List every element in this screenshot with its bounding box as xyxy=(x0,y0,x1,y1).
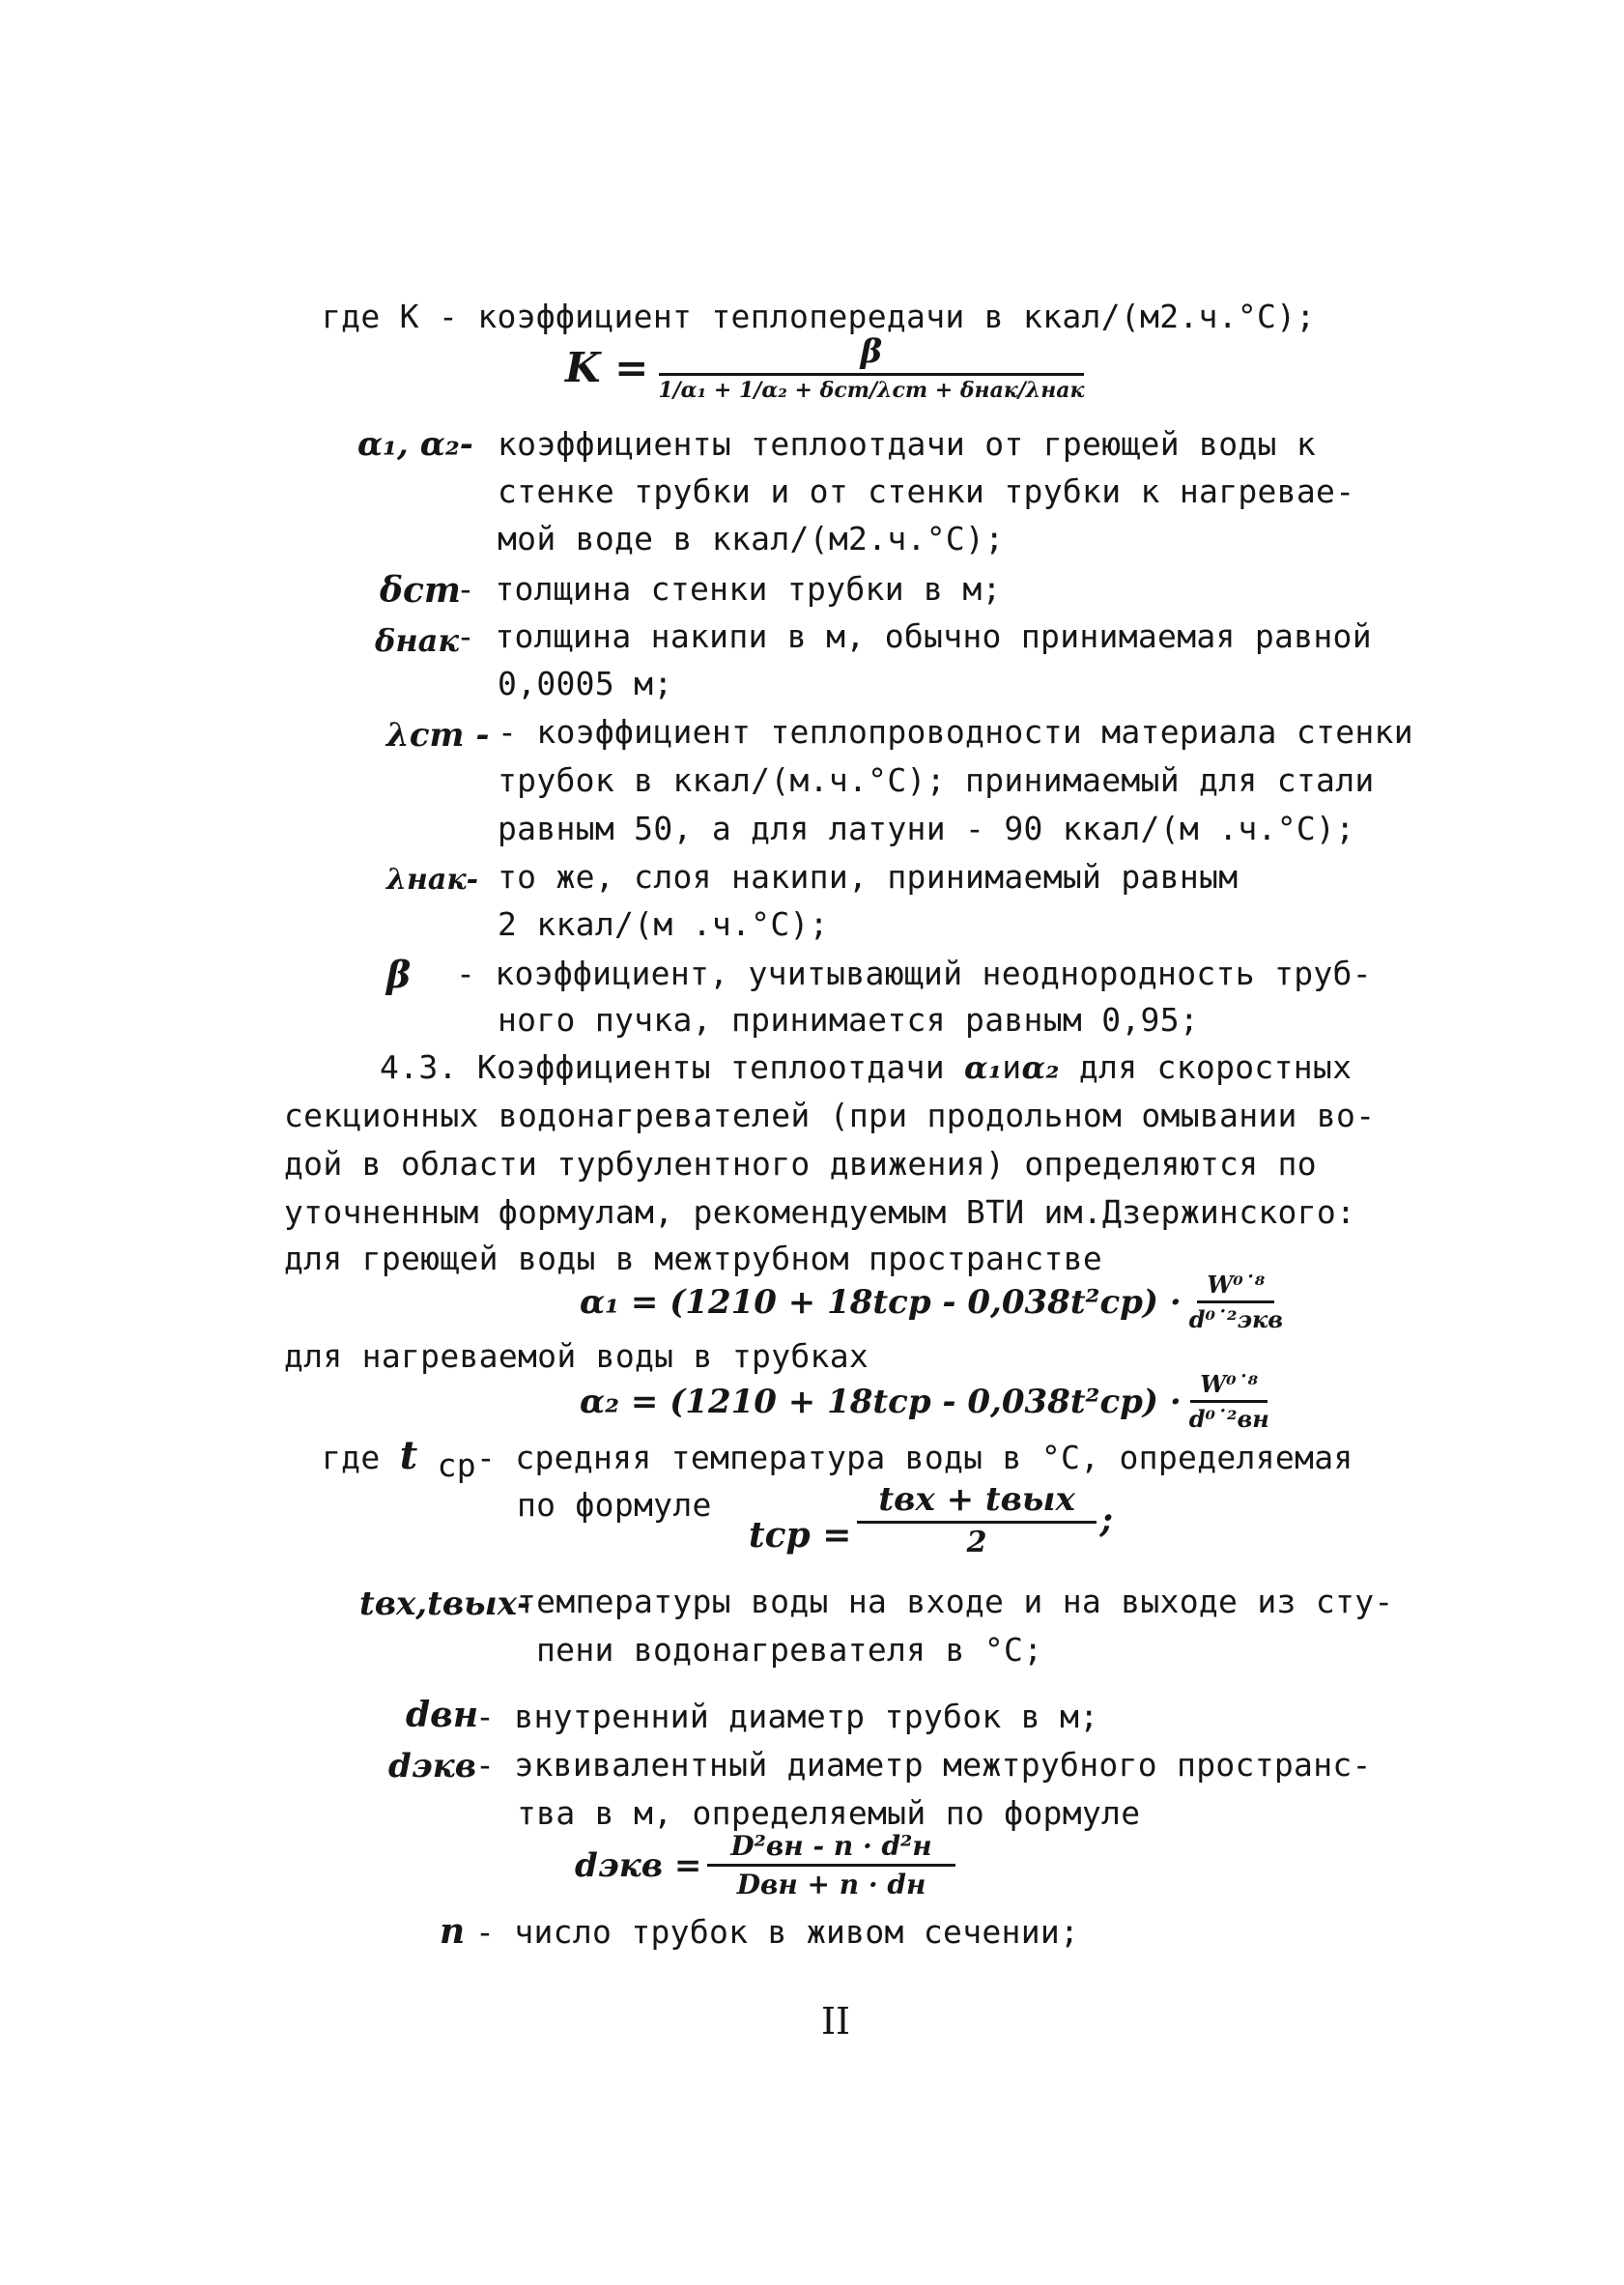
t-cp-subscript: ср xyxy=(437,1446,476,1484)
formula-k-numerator: β xyxy=(659,332,1084,376)
text-line-p20: для нагреваемой воды в трубках xyxy=(284,1337,869,1375)
formula-alpha1-denominator: d⁰˙²экв xyxy=(1188,1305,1283,1333)
t-cp-definition: - средняя температура воды в °С, определяемая xyxy=(475,1439,1353,1476)
text-line-delta-nak-def-2: 0,0005 м; xyxy=(498,665,673,702)
formula-d-ekv-fraction xyxy=(707,1830,954,1900)
text-line-lambda-st-def-3: равным 50, а для латуни - 90 ккал/(м .ч.°С); xyxy=(498,810,1355,847)
text-line-lambda-st-def-2: трубок в ккал/(м.ч.°С); принимаемый для стали xyxy=(498,761,1375,799)
formula-alpha2-numerator: W⁰˙⁸ xyxy=(1190,1370,1268,1403)
symbol-alpha1-alpha2: α₁, α₂- xyxy=(357,425,473,464)
text-line-p25: - внутренний диаметр трубок в м; xyxy=(475,1698,1099,1735)
text-line-p19: для греющей воды в межтрубном пространстве xyxy=(284,1240,1103,1277)
text-line-alpha-def-2: стенке трубки и от стенки трубки к нагревае- xyxy=(498,472,1355,510)
symbol-t: t xyxy=(399,1433,418,1478)
formula-alpha1-fraction xyxy=(1189,1271,1283,1333)
symbol-delta-st: δст xyxy=(380,570,462,611)
section-4-3-part-2: для скоростных xyxy=(1078,1048,1353,1086)
text-line-t-cp-def xyxy=(322,1433,1353,1484)
text-line-beta-def-1: - коэффициент, учитывающий неоднородность труб- xyxy=(456,955,1372,992)
text-line-p23: температуры воды на входе и на выходе из сту- xyxy=(517,1583,1394,1620)
symbol-alpha2-inline: α₂ xyxy=(1021,1049,1060,1086)
symbol-beta: β xyxy=(386,953,412,996)
text-line-p26: - эквивалентный диаметр межтрубного пространс- xyxy=(475,1746,1372,1784)
formula-k-fraction xyxy=(658,332,1084,403)
section-4-3-part-1: 4.3. Коэффициенты теплоотдачи xyxy=(380,1048,945,1086)
symbol-alpha1-inline: α₁ xyxy=(964,1049,1003,1086)
formula-d-ekv-lhs: dэкв = xyxy=(575,1845,702,1885)
text-line-p27: тва в м, определяемый по формуле xyxy=(517,1794,1141,1832)
t-cp-where: где xyxy=(322,1439,381,1476)
formula-alpha2-fraction xyxy=(1189,1370,1269,1433)
formula-alpha2 xyxy=(580,1370,1269,1433)
text-line-p22: по формуле xyxy=(517,1486,712,1524)
text-line-lambda-st-def-1: - коэффициент теплопроводности материала стенки xyxy=(498,713,1413,751)
text-line-delta-st-def: - толщина стенки трубки в м; xyxy=(456,570,1002,608)
text-line-delta-nak-def-1: - толщина накипи в м, обычно принимаемая равной xyxy=(456,617,1372,655)
symbol-delta-nak: δнак xyxy=(375,622,460,659)
symbol-lambda-nak: λнак- xyxy=(386,863,479,897)
text-line-lambda-nak-def-2: 2 ккал/(м .ч.°С); xyxy=(498,905,829,943)
text-line-p17: дой в области турбулентного движения) определяются по xyxy=(284,1145,1317,1183)
text-line-beta-def-2: ного пучка, принимается равным 0,95; xyxy=(498,1001,1200,1039)
formula-heat-transfer-coefficient xyxy=(565,332,1084,403)
formula-t-cp-denominator: 2 xyxy=(966,1526,987,1559)
formula-alpha2-lhs: α₂ = (1210 + 18tср - 0,038t²ср) · xyxy=(580,1382,1182,1421)
text-line-p18: уточненным формулам, рекомендуемым ВТИ им.Дзержинского: xyxy=(284,1193,1356,1231)
formula-d-ekv-numerator: D²вн - n · d²н xyxy=(707,1830,954,1867)
text-line-p28: - число трубок в живом сечении; xyxy=(475,1913,1080,1951)
formula-k-lhs: K = xyxy=(565,344,649,391)
text-line-alpha-def-3: мой воде в ккал/(м2.ч.°С); xyxy=(498,520,1005,557)
formula-d-ekv xyxy=(575,1830,955,1900)
formula-alpha1-lhs: α₁ = (1210 + 18tср - 0,038t²ср) · xyxy=(580,1282,1182,1322)
page-number: II xyxy=(821,2000,851,2042)
formula-t-cp-lhs: tср = xyxy=(749,1515,852,1556)
formula-alpha2-denominator: d⁰˙²вн xyxy=(1188,1405,1269,1433)
text-line-lambda-nak-def-1: то же, слоя накипи, принимаемый равным xyxy=(498,858,1239,896)
formula-d-ekv-denominator: Dвн + n · dн xyxy=(736,1869,926,1900)
formula-t-cp-fraction xyxy=(857,1480,1096,1559)
formula-t-cp xyxy=(749,1480,1113,1559)
symbol-d-ekv: dэкв xyxy=(388,1747,477,1785)
text-line-k-def: где К - коэффициент теплопередачи в ккал/(м2.ч.°С); xyxy=(322,298,1316,335)
formula-t-cp-numerator: tвх + tвых xyxy=(857,1480,1096,1524)
formula-alpha1 xyxy=(580,1271,1283,1333)
formula-t-cp-end: ; xyxy=(1099,1500,1114,1540)
symbol-n: n xyxy=(440,1911,466,1952)
symbol-d-vn: dвн xyxy=(406,1695,479,1735)
section-4-3-and: и xyxy=(1002,1048,1022,1086)
symbol-lambda-st: λст - xyxy=(386,716,490,755)
formula-alpha1-numerator: W⁰˙⁸ xyxy=(1197,1271,1274,1303)
text-line-p16: секционных водонагревателей (при продольном омывании во- xyxy=(284,1097,1376,1134)
formula-k-denominator: 1/α₁ + 1/α₂ + δст/λст + δнак/λнак xyxy=(658,378,1085,403)
text-line-alpha-def-1: коэффициенты теплоотдачи от греющей воды к xyxy=(498,425,1317,463)
text-line-p24: пени водонагревателя в °С; xyxy=(536,1631,1043,1669)
text-line-section-4-3 xyxy=(380,1048,1352,1087)
symbol-t-in-out: tвх,tвых- xyxy=(359,1585,531,1623)
